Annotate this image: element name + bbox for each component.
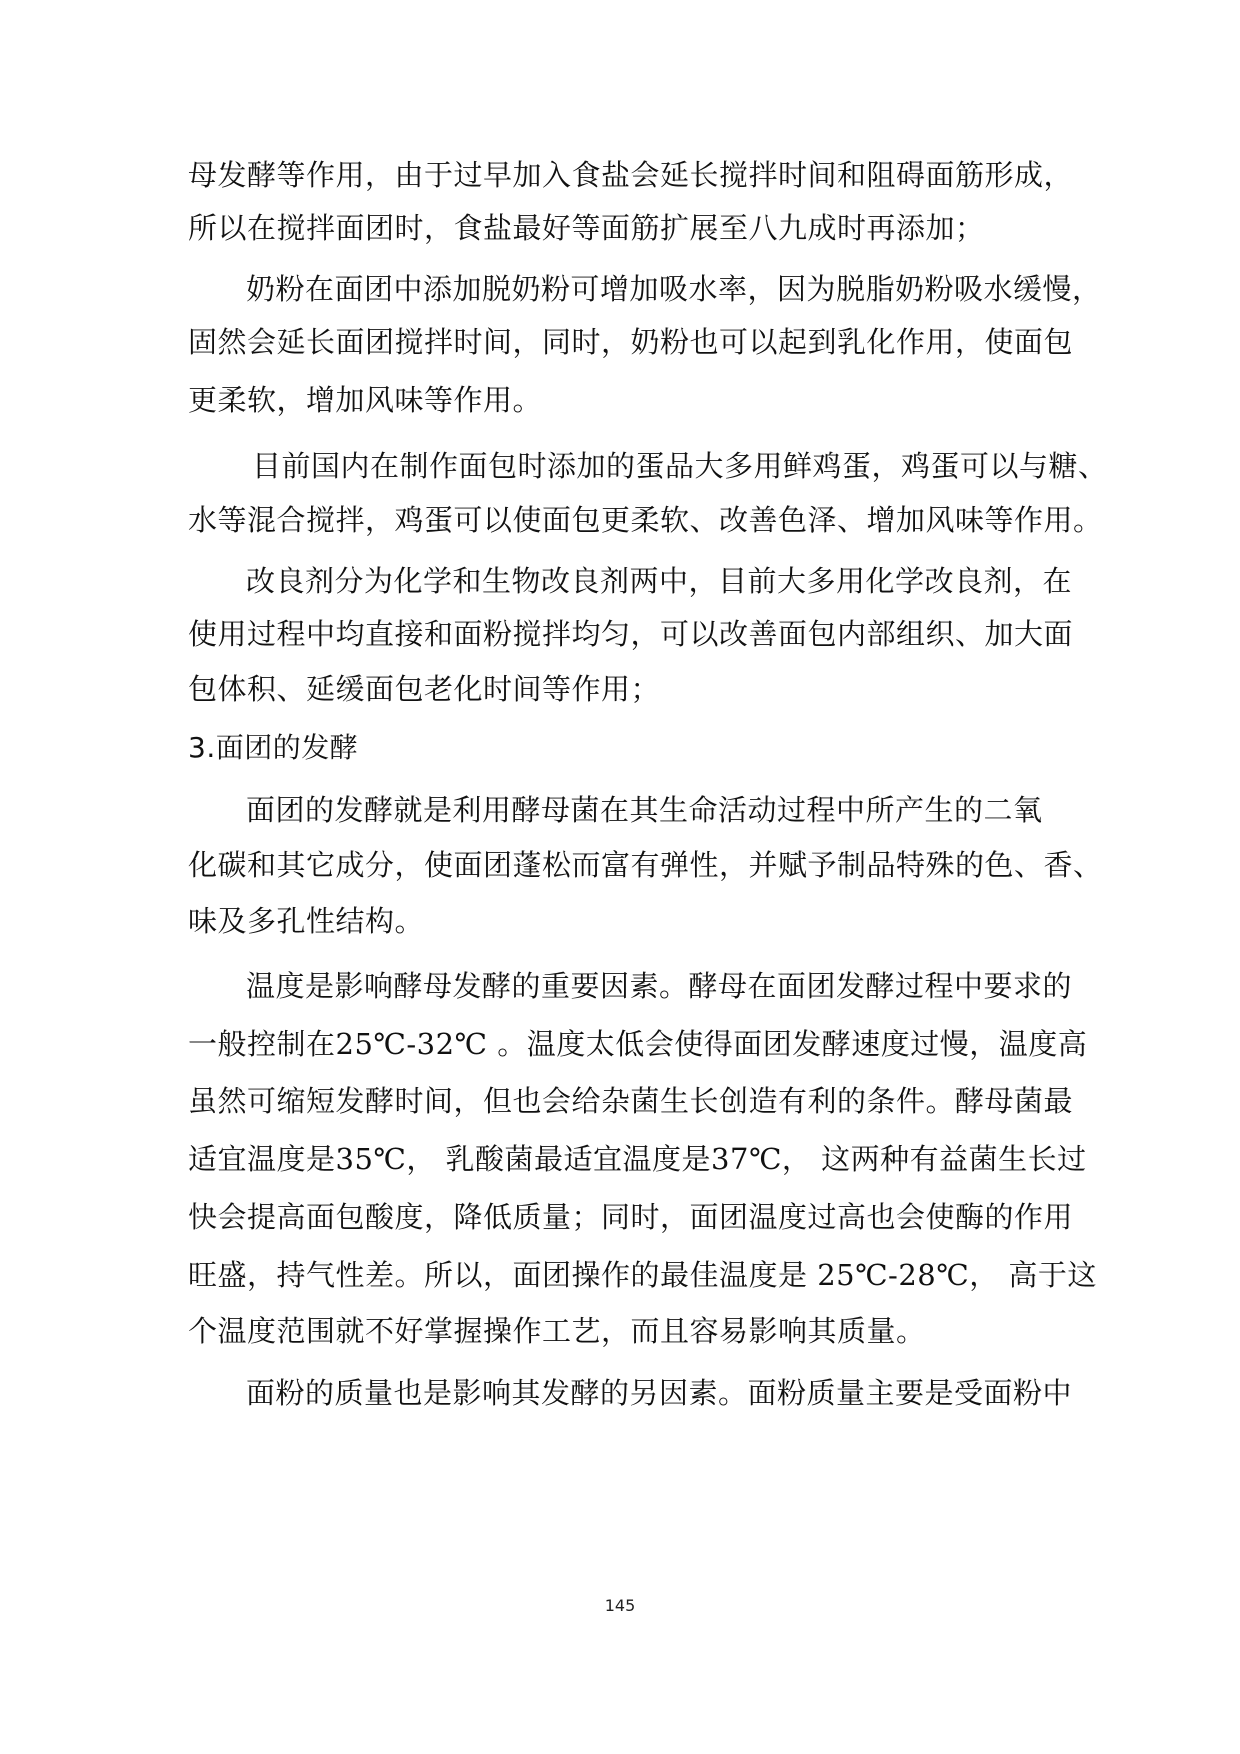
text-line: 虽然可缩短发酵时间，但也会给杂菌生长创造有利的条件。酵母菌最 (188, 1084, 1074, 1118)
page-number: 145 (604, 1596, 636, 1615)
section-heading: 3.面团的发酵 (188, 731, 359, 764)
text-line: 水等混合搅拌，鸡蛋可以使面包更柔软、改善色泽、增加风味等作用。 (188, 503, 1103, 537)
text-line: 使用过程中均直接和面粉搅拌均匀，可以改善面包内部组织、加大面 (188, 617, 1074, 651)
text-line: 味及多孔性结构。 (188, 904, 425, 938)
paragraph-first-line: 奶粉在面团中添加脱奶粉可增加吸水率，因为脱脂奶粉吸水缓慢， (246, 272, 1102, 306)
paragraph-first-line: 改良剂分为化学和生物改良剂两中，目前大多用化学改良剂，在 (246, 564, 1073, 598)
text-line: 更柔软，增加风味等作用。 (188, 383, 543, 417)
text-line: 所以在搅拌面团时，食盐最好等面筋扩展至八九成时再添加； (188, 211, 985, 245)
text-line: 母发酵等作用，由于过早加入食盐会延长搅拌时间和阻碍面筋形成， (188, 158, 1074, 192)
text-line: 一般控制在25℃-32℃ 。温度太低会使得面团发酵速度过慢，温度高 (188, 1027, 1088, 1061)
paragraph-first-line: 面团的发酵就是利用酵母菌在其生命活动过程中所产生的二氧 (246, 793, 1043, 827)
text-line: 旺盛，持气性差。所以，面团操作的最佳温度是 25℃-28℃， 高于这 (188, 1258, 1097, 1292)
text-line: 个温度范围就不好掌握操作工艺，而且容易影响其质量。 (188, 1314, 926, 1348)
paragraph-first-line: 目前国内在制作面包时添加的蛋品大多用鲜鸡蛋，鸡蛋可以与糖、 (252, 449, 1108, 483)
text-line: 快会提高面包酸度，降低质量；同时，面团温度过高也会使酶的作用 (188, 1200, 1074, 1234)
text-line: 适宜温度是35℃， 乳酸菌最适宜温度是37℃， 这两种有益菌生长过 (188, 1142, 1087, 1176)
text-line: 化碳和其它成分，使面团蓬松而富有弹性，并赋予制品特殊的色、香、 (188, 848, 1103, 882)
text-line: 包体积、延缓面包老化时间等作用； (188, 672, 661, 706)
text-line: 固然会延长面团搅拌时间，同时，奶粉也可以起到乳化作用，使面包 (188, 325, 1074, 359)
paragraph-first-line: 温度是影响酵母发酵的重要因素。酵母在面团发酵过程中要求的 (246, 969, 1073, 1003)
paragraph-first-line: 面粉的质量也是影响其发酵的另因素。面粉质量主要是受面粉中 (246, 1376, 1073, 1410)
